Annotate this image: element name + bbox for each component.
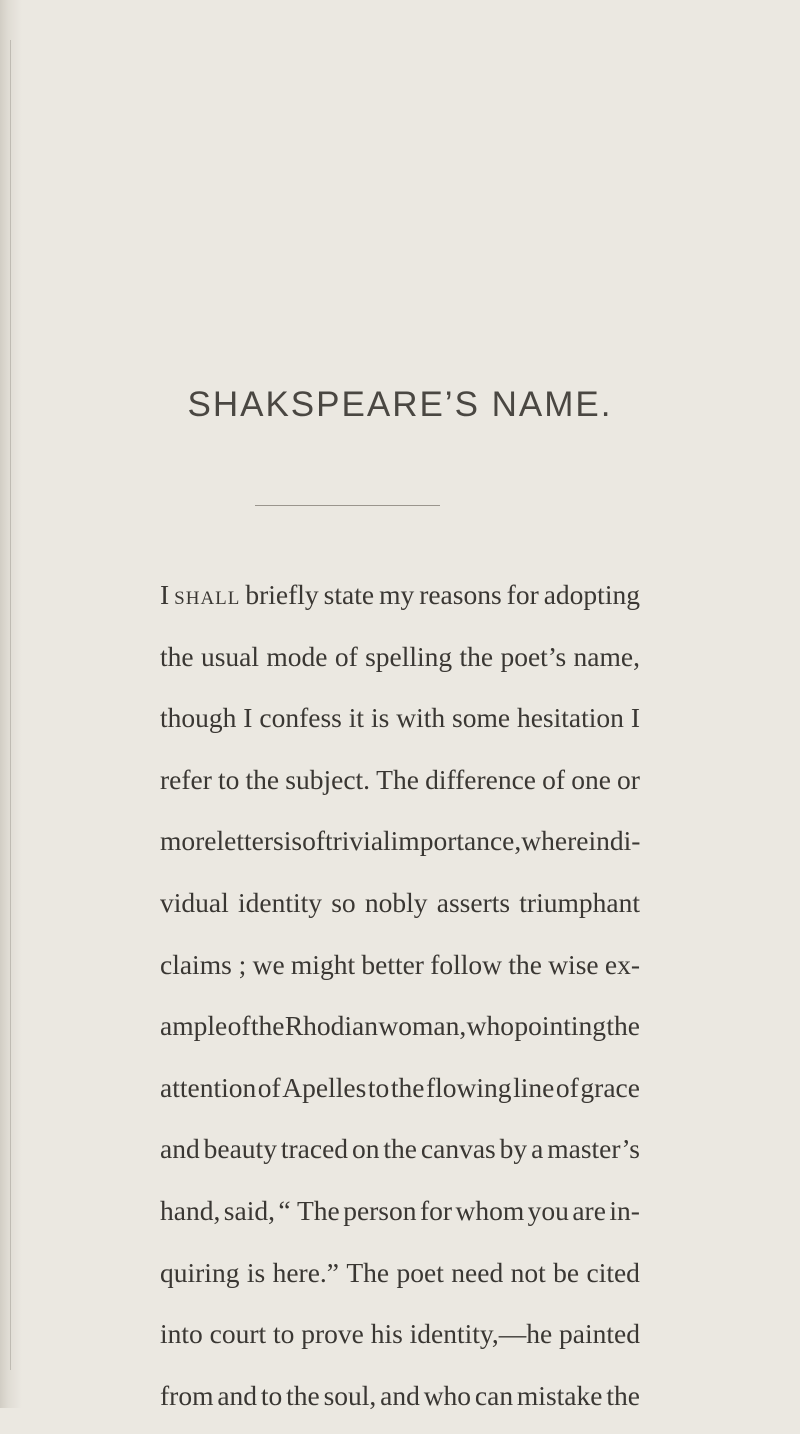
text-word: I (630, 702, 640, 734)
text-word: Apelles (282, 1071, 367, 1103)
text-word: we (252, 948, 285, 980)
text-word: beauty (203, 1133, 277, 1165)
text-word: traced (280, 1133, 349, 1165)
text-word: for (419, 1194, 453, 1226)
text-word: and (217, 1379, 258, 1411)
text-word: to (272, 1318, 295, 1350)
text-word: hand, (160, 1194, 221, 1226)
text-line (160, 1373, 640, 1434)
page-gutter-shadow (10, 40, 11, 1370)
text-word: I (243, 702, 253, 734)
text-word: with (396, 702, 446, 734)
text-word: of (227, 1010, 251, 1042)
text-word: the (250, 1010, 285, 1042)
text-word: grace (580, 1071, 640, 1103)
text-word: the (245, 763, 280, 795)
text-word: the (459, 640, 494, 672)
text-word: hesitation (516, 702, 624, 734)
text-word: letters (216, 825, 284, 857)
text-word: person (343, 1194, 417, 1226)
text-line (160, 880, 640, 942)
text-word: to (260, 1379, 283, 1411)
text-word: indi- (588, 825, 641, 857)
text-word: who (423, 1379, 472, 1411)
text-word: you (527, 1194, 569, 1226)
text-word: The (376, 763, 419, 795)
text-word: his (370, 1318, 403, 1350)
text-word: usual (200, 640, 260, 672)
text-word: can (474, 1379, 514, 1411)
text-word: identity (237, 886, 322, 918)
text-word: here.” (272, 1256, 339, 1288)
text-word: a (531, 1133, 544, 1165)
text-line (160, 757, 640, 819)
text-word: need (451, 1256, 504, 1288)
text-word: pointing (514, 1010, 606, 1042)
chapter-title: SHAKSPEARE’S NAME. (187, 385, 613, 424)
text-word: the (383, 1133, 417, 1165)
text-word: not (510, 1256, 546, 1288)
text-word: from (160, 1379, 214, 1411)
text-word: are (572, 1194, 606, 1226)
text-line (160, 634, 640, 696)
text-word: subject. (285, 763, 371, 795)
text-word: and (380, 1379, 420, 1411)
text-word: claims ; (160, 948, 247, 980)
text-word: ex- (604, 948, 640, 980)
text-word: spelling (365, 640, 453, 672)
text-word: better (361, 948, 424, 980)
text-word: whom (455, 1194, 525, 1226)
text-word: the (160, 640, 194, 672)
text-word: line (513, 1071, 555, 1103)
text-word: painted (559, 1318, 640, 1350)
text-word: name, (573, 640, 640, 672)
text-word: master’s (547, 1133, 640, 1165)
text-word: identity,—he (409, 1318, 553, 1350)
text-line (160, 695, 640, 757)
text-word: difference (425, 763, 537, 795)
title-divider-rule (255, 505, 440, 506)
text-line (160, 1188, 640, 1250)
text-word: briefly (245, 579, 319, 610)
text-word: attention (160, 1071, 257, 1103)
text-word: “ The (278, 1194, 340, 1226)
text-line (160, 1065, 640, 1127)
text-word: to (367, 1071, 390, 1103)
text-word: of (302, 825, 325, 857)
text-word: mode (266, 640, 328, 672)
text-word: woman, (378, 1010, 467, 1042)
text-word: of (542, 763, 566, 795)
text-word: one (571, 763, 611, 795)
text-word: by (499, 1133, 528, 1165)
text-word: of (555, 1071, 579, 1103)
text-word: importance, (390, 825, 522, 857)
text-word: wise (548, 948, 599, 980)
text-line (160, 1250, 640, 1312)
text-word: so (331, 886, 356, 918)
text-word: flowing (425, 1071, 512, 1103)
text-word: poet’s (500, 640, 567, 672)
text-line (160, 818, 640, 880)
text-word: my (379, 579, 415, 610)
text-word: trivial (324, 825, 391, 857)
text-word: some (452, 702, 511, 734)
text-line (160, 1003, 640, 1065)
text-word: is (283, 825, 303, 857)
text-line (160, 572, 640, 634)
text-line (160, 1311, 640, 1373)
text-word: of (257, 1071, 281, 1103)
text-line (160, 942, 640, 1004)
text-word: soul, (323, 1379, 377, 1411)
body-paragraph (160, 572, 640, 1434)
text-word: the (606, 1379, 640, 1411)
text-word: though (160, 702, 237, 734)
text-word: I (160, 579, 170, 610)
text-word: poet (396, 1256, 444, 1288)
text-word: Rhodian (284, 1010, 379, 1042)
text-word: the (606, 1010, 640, 1042)
text-word: vidual (160, 886, 229, 918)
text-word: into (160, 1318, 203, 1350)
text-word: ample (160, 1010, 228, 1042)
text-word: to (218, 763, 240, 795)
text-word: triumphant (519, 886, 640, 918)
text-word: the (286, 1379, 320, 1411)
text-word: prove (301, 1318, 364, 1350)
text-word: state (323, 579, 375, 610)
text-word: reasons (419, 579, 502, 610)
text-word: adopting (543, 579, 640, 610)
text-word: follow (430, 948, 503, 980)
text-word: in- (609, 1194, 640, 1226)
text-word: mistake (516, 1379, 603, 1411)
text-word: where (521, 825, 589, 857)
text-line (160, 1126, 640, 1188)
text-word: refer (160, 763, 212, 795)
text-word: is (370, 702, 390, 734)
text-word: or (617, 763, 640, 795)
text-word: for (506, 579, 539, 610)
text-word: more (160, 825, 217, 857)
text-word: be (553, 1256, 580, 1288)
text-word: said, (223, 1194, 275, 1226)
text-word: court (209, 1318, 267, 1350)
text-word: confess (259, 702, 342, 734)
text-word: asserts (436, 886, 511, 918)
text-word: the (390, 1071, 425, 1103)
text-word: might (290, 948, 356, 980)
text-word: on (351, 1133, 380, 1165)
text-word: is (246, 1256, 266, 1288)
text-word: canvas (420, 1133, 496, 1165)
text-word: it (348, 702, 365, 734)
text-word: who (466, 1010, 514, 1042)
text-word: of (334, 640, 358, 672)
text-word: the (508, 948, 542, 980)
text-word: cited (586, 1256, 640, 1288)
text-word: and (160, 1133, 200, 1165)
text-word: shall (174, 579, 241, 610)
text-word: nobly (364, 886, 428, 918)
text-word: The (346, 1256, 390, 1288)
text-word: quiring (160, 1256, 240, 1288)
